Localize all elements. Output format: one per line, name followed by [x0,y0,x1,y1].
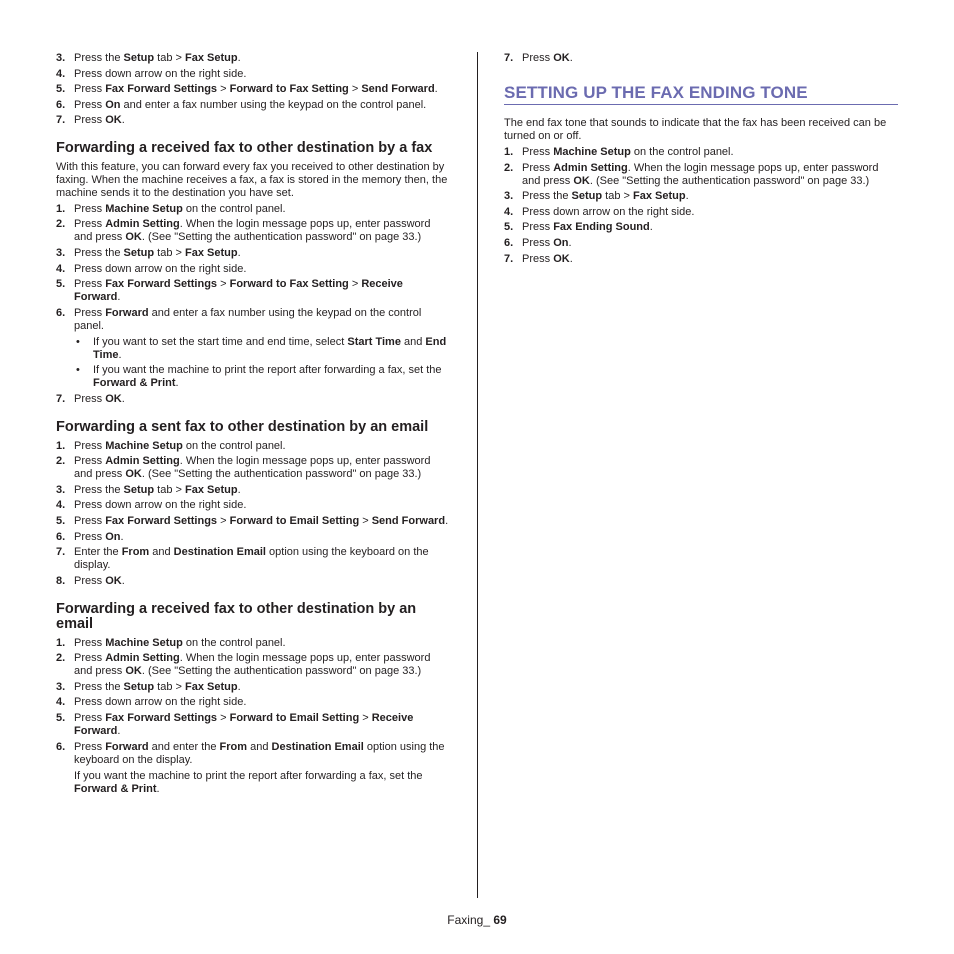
page-footer [0,914,954,927]
step-number: 6. [56,306,66,319]
text-run: and [247,740,272,753]
steps-sent-fax-to-email [56,440,450,588]
step-number: 1. [504,146,514,158]
text-run: . [120,530,124,543]
text-run: > [359,712,372,725]
ui-term: Receive Forward [74,712,414,738]
text-run: and enter the [148,740,220,753]
text-run: Press the [74,483,124,496]
step-item [504,237,898,250]
print-report-note [56,770,450,796]
ui-term: Admin Setting [105,218,180,231]
step-item [504,206,898,219]
section-heading-sent-fax-to-email: Forwarding a sent fax to other destination by an email [56,419,429,436]
page-number: 69 [493,913,507,927]
step-number: 2. [504,161,514,174]
text-run: > [359,514,372,527]
step-item [56,68,450,81]
step-item [56,203,450,216]
ui-term: Forward [105,306,149,319]
text-run: Press [522,146,554,158]
ui-term: Fax Forward Settings [105,278,218,291]
ui-term: Fax Setup [184,483,238,496]
text-run: . [237,247,241,260]
step-item [56,83,450,96]
fax-ending-tone-description: The end fax tone that sounds to indicate that the fax has been received can be turned on or off. [504,117,887,142]
step-item [504,162,898,188]
text-run: . [121,574,125,587]
text-run: and enter a fax number using the keypad on the control panel. [74,306,422,332]
step-number: 2. [56,455,66,468]
steps-fax-ending-tone [504,146,898,266]
ui-term: Admin Setting [105,652,180,665]
text-run: . [121,393,125,406]
step-number: 1. [56,202,66,215]
text-run: . [237,680,241,693]
step-item [56,696,450,709]
step-item [56,278,450,304]
ui-term: Fax Setup [184,52,238,64]
step-item [56,455,450,481]
text-run: . [569,252,573,265]
text-run: option using the keyboard on the display. [74,740,445,766]
step-number: 4. [56,67,66,80]
text-run: tab > [154,52,185,64]
ui-term: Forward to Fax Setting [229,83,349,96]
step-number: 7. [56,546,66,559]
ui-term: OK [105,114,122,127]
step-number: 4. [56,262,66,275]
ui-term: Forward [105,740,149,753]
ui-term: OK [125,231,142,244]
text-run: . [237,52,241,64]
text-run: > [217,278,230,291]
text-run: Press [74,636,106,649]
step-item [56,484,450,497]
text-run: . [175,377,179,390]
footer-section-name: Faxing_ [447,913,494,927]
ui-term: Send Forward [361,83,435,96]
text-run: Press [74,740,106,753]
notes-fax-to-fax [74,336,450,391]
ui-term: Send Forward [371,514,446,527]
ui-term: Start Time [347,335,401,348]
step-number: 5. [504,221,514,234]
step-item [504,52,898,65]
text-run: Press the [74,247,124,260]
ui-term: From [219,740,248,753]
ui-term: Admin Setting [105,455,180,468]
text-run: tab > [154,247,185,260]
text-run: . (See "Setting the authentication password" on page 33.) [141,468,422,481]
text-run: Press down arrow on the right side. [74,262,247,275]
section-heading-fax-to-fax: Forwarding a received fax to other destination by a fax [56,140,433,157]
text-run: > [217,712,230,725]
ui-term: OK [573,174,590,187]
step-item [56,307,450,333]
steps-fax-to-fax [56,203,450,333]
text-run: . (See "Setting the authentication password" on page 33.) [589,174,870,187]
ui-term: On [105,98,121,111]
text-run: . [117,291,121,304]
text-run: > [348,83,362,96]
text-run: . [569,52,573,64]
step-item [56,393,450,406]
text-run: Press [74,652,106,665]
text-run: Press [74,114,106,127]
text-run: Enter the [74,546,122,559]
ui-term: Forward & Print [74,782,157,795]
step-item [56,499,450,512]
step-number: 4. [56,696,66,709]
left-column [56,52,450,799]
step-number: 7. [56,393,66,406]
text-run: Press [74,278,106,291]
text-run: > [348,278,362,291]
text-run: Press [74,393,106,406]
ui-term: OK [553,252,570,265]
ui-term: Setup [123,247,155,260]
text-run: Press down arrow on the right side. [522,205,695,218]
text-run: tab > [602,190,633,203]
text-run: Press [74,439,106,452]
text-run: . [117,725,121,738]
text-run: Press down arrow on the right side. [74,67,247,80]
step-number: 5. [56,83,66,96]
step-number: 4. [56,499,66,512]
ui-term: Machine Setup [553,146,631,158]
step-item [56,546,450,572]
step-number: 3. [56,680,66,693]
text-run: Press [522,161,554,174]
ui-term: Fax Setup [184,680,238,693]
text-run: If you want to set the start time and end time, select [93,335,348,348]
step-item [56,114,450,127]
column-divider [477,52,478,898]
step-number: 5. [56,514,66,527]
continued-steps [504,52,898,65]
text-run: tab > [154,483,185,496]
text-run: and [400,335,426,348]
text-run: . [568,236,572,249]
text-run: Press [74,98,106,111]
text-run: . [121,114,125,127]
ui-term: OK [105,393,122,406]
ui-term: Destination Email [271,740,364,753]
ui-term: Setup [123,680,155,693]
step-number: 7. [56,114,66,127]
text-run: If you want the machine to print the report after forwarding a fax, set the [93,364,442,377]
ui-term: Setup [123,483,155,496]
intro-steps [56,52,450,127]
section-title-fax-ending-tone: SETTING UP THE FAX ENDING TONE [504,83,898,105]
text-run: . When the login message pops up, enter password and press [74,218,431,244]
text-run: and enter a fax number using the keypad on the control panel. [120,98,427,111]
step-item [56,637,450,650]
ui-term: Fax Ending Sound [553,221,650,234]
text-run: on the control panel. [182,202,286,215]
text-run: Press the [522,190,572,203]
text-run: Press the [74,680,124,693]
text-run: Press down arrow on the right side. [74,696,247,709]
ui-term: On [105,530,121,543]
step-number: 5. [56,712,66,725]
step-number: 4. [504,205,514,218]
text-run: Press [74,218,106,231]
step-number: 8. [56,574,66,587]
text-run: . When the login message pops up, enter password and press [522,161,879,187]
step-item [504,221,898,234]
ui-term: Fax Forward Settings [105,514,218,527]
text-run: Press [74,574,106,587]
ui-term: Fax Setup [184,247,238,260]
step-number: 3. [56,247,66,260]
step-number: 6. [504,236,514,249]
ui-term: Fax Setup [632,190,686,203]
text-run: Press [74,712,106,725]
ui-term: Forward & Print [93,377,176,390]
text-run: option using the keyboard on the display. [74,546,429,572]
ui-term: OK [125,665,142,678]
text-run: > [217,514,230,527]
text-run: . [685,190,689,203]
ui-term: Forward to Email Setting [229,712,360,725]
step-item [56,652,450,678]
ui-term: OK [105,574,122,587]
text-run: Press [522,252,554,265]
text-run: . [649,221,653,234]
text-run: Press [74,514,106,527]
ui-term: Setup [123,52,155,64]
text-run: Press [74,306,106,319]
text-run: Press the [74,52,124,64]
section-heading-received-fax-to-email: Forwarding a received fax to other destination by an email [56,600,417,633]
ui-term: On [553,236,569,249]
step-item [56,440,450,453]
text-run: . [434,83,438,96]
step-item [56,575,450,588]
step-number: 3. [504,190,514,203]
step-item [56,531,450,544]
text-run: If you want the machine to print the report after forwarding a fax, set the [74,769,423,782]
text-run: . (See "Setting the authentication password" on page 33.) [141,231,422,244]
bullet-icon: • [76,335,80,348]
bullet-item [74,336,450,362]
step-number: 3. [56,52,66,64]
text-run: Press [74,530,106,543]
text-run: Press [74,455,106,468]
step-number: 2. [56,652,66,665]
text-run: on the control panel. [630,146,734,158]
text-run: . When the login message pops up, enter password and press [74,455,431,481]
step-number: 5. [56,278,66,291]
step-item [56,712,450,738]
steps-fax-to-fax-final [56,393,450,406]
text-run: . (See "Setting the authentication password" on page 33.) [141,665,422,678]
text-run: Press [74,83,106,96]
text-run: tab > [154,680,185,693]
text-run: . [445,514,449,527]
ui-term: Machine Setup [105,636,183,649]
ui-term: Forward to Fax Setting [229,278,349,291]
text-run: and [149,546,174,559]
step-number: 1. [56,636,66,649]
bullet-item [74,364,450,390]
text-run: Press [522,221,554,234]
step-item [56,515,450,528]
step-number: 6. [56,98,66,111]
step-number: 7. [504,252,514,265]
bullet-icon: • [76,364,80,377]
text-run: on the control panel. [182,439,286,452]
ui-term: Fax Forward Settings [105,712,218,725]
ui-term: Forward to Email Setting [229,514,360,527]
step-item [504,146,898,159]
step-item [56,52,450,65]
step-number: 7. [504,52,514,64]
text-run: . [237,483,241,496]
step-number: 6. [56,530,66,543]
ui-term: Receive Forward [74,278,403,304]
text-run: . When the login message pops up, enter password and press [74,652,431,678]
ui-term: Destination Email [173,546,266,559]
step-item [56,263,450,276]
ui-term: Machine Setup [105,439,183,452]
ui-term: OK [125,468,142,481]
ui-term: Admin Setting [553,161,628,174]
step-item [56,247,450,260]
text-run: Press [74,202,106,215]
step-number: 1. [56,439,66,452]
text-run: Press [522,236,554,249]
steps-received-fax-to-email [56,637,450,767]
step-item [56,741,450,767]
ui-term: End Time [93,335,447,361]
step-item [504,190,898,203]
ui-term: OK [553,52,570,64]
step-number: 2. [56,218,66,231]
ui-term: Machine Setup [105,202,183,215]
ui-term: From [121,546,150,559]
ui-term: Setup [571,190,603,203]
text-run: Press down arrow on the right side. [74,499,247,512]
text-run: . [118,348,122,361]
step-number: 6. [56,740,66,753]
step-item [56,218,450,244]
ui-term: Fax Forward Settings [105,83,218,96]
step-item [504,253,898,266]
section-description: With this feature, you can forward every fax you received to other destination by faxing. When the machine receives a fax, a fax is stored in the memory then, the machine sends it to the destination you have set. [56,160,448,199]
text-run: Press [522,52,554,64]
right-column [504,52,898,268]
step-item [56,681,450,694]
text-run: on the control panel. [182,636,286,649]
step-item [56,99,450,112]
text-run: . [156,782,160,795]
text-run: > [217,83,230,96]
step-number: 3. [56,483,66,496]
